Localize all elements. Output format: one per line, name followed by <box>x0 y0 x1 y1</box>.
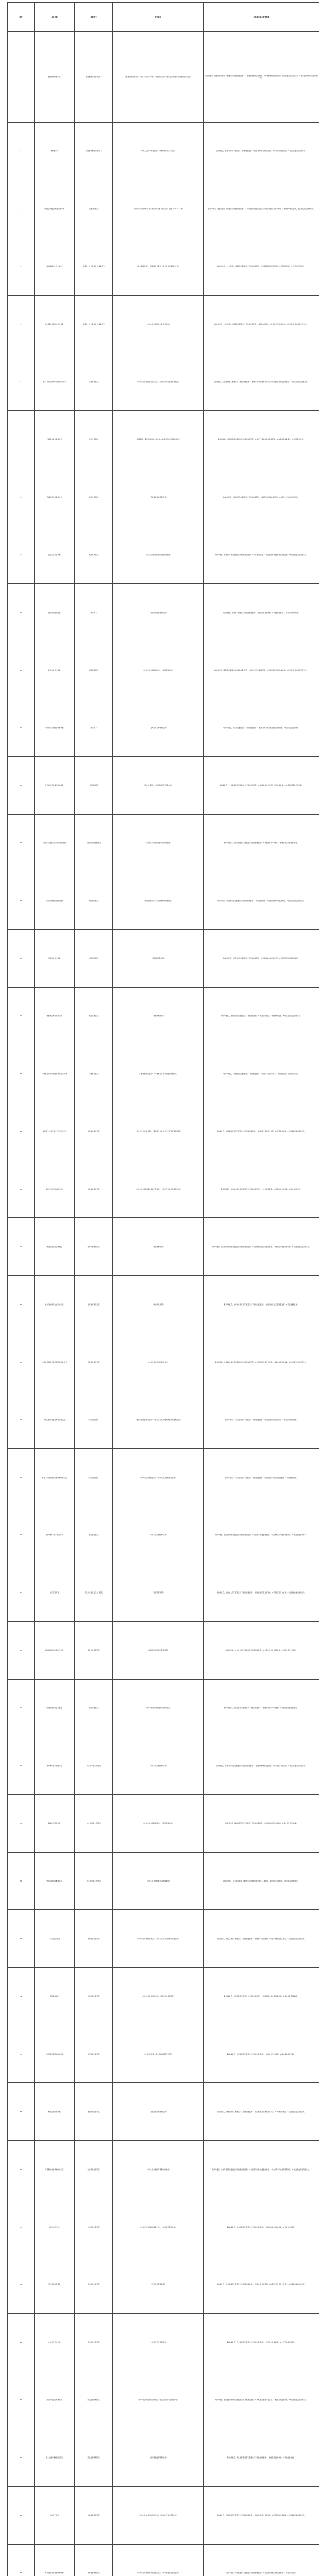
cell-measure: 取消审批后，住房城乡建设部门要通过以下措施加强监管：1.加强招标代理行为监管。2.建立信用评价体系。3.依法查处违法违规行为。 <box>204 1333 319 1391</box>
cell-measure: 取消审批后，商务部门要通过以下措施加强监管：1.加强对外劳务合作企业的备案管理。2.建立风险处置机制。 <box>204 699 319 757</box>
cell-name: 外商投资道路运输业立项审批 <box>35 180 75 238</box>
table-row <box>8 1160 319 1218</box>
cell-measure: 取消审批后，人力资源社会保障部门要通过以下措施加强监管：1.加强职业培训机构管理。2.开展监督检查，公开培训质量信息。 <box>204 238 319 295</box>
cell-no: 28 <box>8 1621 35 1679</box>
cell-dept: 住房城乡建设部门 <box>75 1218 113 1276</box>
cell-name: 药品零售企业筹建审批 <box>35 2371 75 2429</box>
cell-name: 饲料和饲料添加剂生产许可 <box>35 1621 75 1679</box>
table-row <box>8 641 319 699</box>
table-row <box>8 526 319 584</box>
cell-measure: 取消审批后，价格主管部门要通过以下措施加强监管：1.制定价格鉴证执业规范。2.加强行业自律和监督检查。 <box>204 468 319 526</box>
cell-no: 26 <box>8 1506 35 1564</box>
cell-dept: 县级林业主管部门 <box>75 1910 113 1968</box>
cell-measure: 取消审批后，自然资源部门要通过以下措施加强监管：1.加强执业行为监管。2.建立投诉举报机制。 <box>204 2025 319 2083</box>
cell-basis: 《中华人民共和国食品安全法》；《食品生产许可管理办法》 <box>113 2486 204 2544</box>
cell-no: 29 <box>8 1679 35 1737</box>
cell-no: 32 <box>8 1852 35 1910</box>
cell-name: 对外劳务合作经营资格核准 <box>35 699 75 757</box>
cell-measure: 取消审批后，农业农村部门要通过以下措施加强监管：1.加强种子质量监督抽查。2.建立种子生产经营备案制度。3.依法查处假劣种子。 <box>204 1506 319 1564</box>
cell-dept: 出版行政部门 <box>75 929 113 987</box>
cell-basis: 《电影管理条例》 <box>113 987 204 1045</box>
cell-measure: 取消审批后，卫生健康部门要通过以下措施加强监管：1.开展卫生监督检查。2.公开卫生信用信息。 <box>204 2313 319 2371</box>
cell-name: 医疗机构设置审批 <box>35 2256 75 2313</box>
cell-basis: 《中华人民共和国种子法》 <box>113 1737 204 1794</box>
cell-basis: 《旅行社条例》；《边境旅游暂行管理办法》 <box>113 757 204 815</box>
table-row <box>8 2025 319 2083</box>
table-row <box>8 1276 319 1333</box>
cell-name: 林木种子生产经营许可 <box>35 1737 75 1794</box>
cell-dept: 县级粮食行政管理部门 <box>75 32 113 123</box>
cell-dept: 林业和草原主管部门 <box>75 1737 113 1794</box>
cell-basis: 《互联网上网服务营业场所管理条例》 <box>113 814 204 872</box>
table-row <box>8 814 319 872</box>
cell-dept: 商务部门 <box>75 584 113 641</box>
table-row <box>8 2141 319 2198</box>
cell-no: 13 <box>8 757 35 815</box>
cell-basis: 《医疗器械监督管理条例》 <box>113 2429 204 2486</box>
table-row <box>8 1737 319 1794</box>
cell-name: 农作物种子生产经营许可 <box>35 1506 75 1564</box>
cell-name: 建筑施工企业安全生产许可证核发 <box>35 1103 75 1160</box>
cell-measure: 取消审批后，生态环境部门要通过以下措施加强监管：1.加强环评文件质量监督检查。2.建立环评单位信用管理制度。3.依法查处弄虚作假行为。 <box>204 2141 319 2198</box>
table-row <box>8 468 319 526</box>
table-row <box>8 929 319 987</box>
cell-measure: 取消审批后，发展改革部门要通过以下措施加强监管：1.实行备案管理。2.通过在线平台加强项目信息监测。3.依法查处违法违规行为。 <box>204 526 319 584</box>
cell-no: 25 <box>8 1449 35 1506</box>
cell-dept: 广播电视部门 <box>75 1045 113 1103</box>
cell-name: 民办职业培训学校设立审批 <box>35 295 75 353</box>
cell-basis: 《企业投资项目核准和备案管理条例》 <box>113 526 204 584</box>
cell-no: 11 <box>8 641 35 699</box>
cell-measure: 取消审批后，交通运输部门要通过以下措施加强监管：1.对外商投资道路运输企业与内资企业实行同等管理。2.加强事中事后监管，依法查处违法违规行为。 <box>204 180 319 238</box>
cell-basis: 《中华人民共和国水法》；《中华人民共和国水文条例》 <box>113 1449 204 1506</box>
cell-no: 31 <box>8 1794 35 1852</box>
cell-name: 环境影响评价机构资质认定 <box>35 2141 75 2198</box>
cell-measure: 取消审批后，商务部门要通过以下措施加强监管：1.实行拍卖企业备案管理。2.加强行业监管和监督检查。3.依法查处违法违规经营行为。 <box>204 641 319 699</box>
cell-measure: 取消审批后，药品监督管理部门要通过以下措施加强监管：1.严格药品经营许可条件。2.加强日常监督检查。3.依法查处违法违规行为。 <box>204 2371 319 2429</box>
cell-basis: 《中华人民共和国环境保护法》；《排污许可管理办法》 <box>113 2198 204 2256</box>
cell-no: 7 <box>8 411 35 468</box>
table-row <box>8 1679 319 1737</box>
cell-no: 23 <box>8 1333 35 1391</box>
cell-basis: 《中华人民共和国草原法》；《草种管理办法》 <box>113 1794 204 1852</box>
cell-dept: 省级饲料管理部门 <box>75 1621 113 1679</box>
cell-basis: 《地质勘查资质管理条例》 <box>113 2083 204 2141</box>
cell-dept: 农业农村部门 <box>75 1506 113 1564</box>
cell-dept: 县级文化和旅游部门 <box>75 814 113 872</box>
cell-name: 拍卖企业设立审批 <box>35 641 75 699</box>
cell-name: 测绘资质审批 <box>35 1968 75 2025</box>
cell-measure: 取消审批后，广播电视部门要通过以下措施加强监管：1.加强节目内容审查。2.开展监督检查，建立信用记录。 <box>204 1045 319 1103</box>
cell-dept: 县级以上畜牧兽医主管部门 <box>75 1564 113 1621</box>
cell-basis: 《中华人民共和国野生动物保护法》 <box>113 1852 204 1910</box>
cell-name: 第二类医疗器械经营备案 <box>35 2429 75 2486</box>
header-name: 项目名称 <box>35 3 75 32</box>
cell-no: 24 <box>8 1391 35 1449</box>
table-row <box>8 987 319 1045</box>
header-measure: 加强事中事后监管措施 <box>204 3 319 32</box>
cell-basis: 《粮食流通管理条例》（国务院令第407号）；《国务院关于第六批取消和调整行政审批项目的决定》 <box>113 32 204 123</box>
table-row <box>8 411 319 468</box>
cell-name: 互联网上网服务营业场所筹建审批 <box>35 814 75 872</box>
cell-no: 37 <box>8 2141 35 2198</box>
cell-dept: 住房城乡建设部门 <box>75 1333 113 1391</box>
cell-name: 土地登记代理机构资格认定 <box>35 2025 75 2083</box>
cell-dept: 林业和草原主管部门 <box>75 1852 113 1910</box>
cell-no: 18 <box>8 1045 35 1103</box>
cell-basis: 《商业特许经营管理条例》 <box>113 584 204 641</box>
cell-no: 20 <box>8 1160 35 1218</box>
cell-name: 地质勘查资质审批 <box>35 2083 75 2141</box>
cell-dept: 县级以上人力资源社会保障部门 <box>75 238 113 295</box>
cell-measure: 取消审批后，农业农村部门要通过以下措施加强监管：1.加强生产企业日常监管。2.开展质量安全监测。 <box>204 1621 319 1679</box>
cell-name: 房地产估价机构资质核准 <box>35 1160 75 1218</box>
table-row <box>8 238 319 295</box>
cell-name: 企业投资项目核准 <box>35 526 75 584</box>
cell-no: 8 <box>8 468 35 526</box>
cell-basis: 《中华人民共和国测绘法》；《测绘资质管理规定》 <box>113 1968 204 2025</box>
cell-measure: 取消审批后，电影主管部门要通过以下措施加强监管：1.建立备案制度。2.加强市场监管。3.依法查处违法违规行为。 <box>204 987 319 1045</box>
cell-basis: 《医疗机构管理条例》 <box>113 2256 204 2313</box>
cell-no: 21 <box>8 1218 35 1276</box>
cell-no: 4 <box>8 238 35 295</box>
table-row <box>8 1103 319 1160</box>
cell-dept: 药品监督管理部门 <box>75 2429 113 2486</box>
cell-no: 42 <box>8 2429 35 2486</box>
cell-no: 10 <box>8 584 35 641</box>
cell-dept: 卫生健康主管部门 <box>75 2313 113 2371</box>
cell-basis: 《中华人民共和国招标投标法》 <box>113 1333 204 1391</box>
cell-measure: 取消审批后，林业主管部门要通过以下措施加强监管：1.加强林木采伐管理。2.开展木材经营加工检查。3.依法查处违法违规行为。 <box>204 1910 319 1968</box>
cell-name: 工程建设项目招标代理机构资格认定 <box>35 1333 75 1391</box>
cell-no: 17 <box>8 987 35 1045</box>
table-row <box>8 2083 319 2141</box>
cell-name: 排污许可证核发 <box>35 2198 75 2256</box>
table-row <box>8 699 319 757</box>
cell-basis: 《城市绿化条例》 <box>113 1276 204 1333</box>
table-row <box>8 1621 319 1679</box>
cell-no: 19 <box>8 1103 35 1160</box>
document-sheet <box>7 2 319 2576</box>
cell-basis: 《价格鉴证机构管理规定》 <box>113 468 204 526</box>
cell-measure: 取消审批后，生态环境部门要通过以下措施加强监管：1.加强排污单位执法检查。2.开展在线监测。 <box>204 2198 319 2256</box>
cell-no: 35 <box>8 2025 35 2083</box>
cell-name: 电影发行单位设立审批 <box>35 987 75 1045</box>
cell-no: 44 <box>8 2544 35 2576</box>
cell-name: 设立出版物批发单位审批 <box>35 872 75 929</box>
cell-basis: 《中华人民共和国渔业船员管理办法》 <box>113 1679 204 1737</box>
cell-basis: 《中华人民共和国森林法》；《中华人民共和国森林法实施条例》 <box>113 1910 204 1968</box>
cell-dept: 自然资源主管部门 <box>75 2083 113 2141</box>
cell-dept: 自然资源主管部门 <box>75 1968 113 2025</box>
cell-dept: 林业和草原主管部门 <box>75 1794 113 1852</box>
cell-name: 水文、水资源调查评价机构资质认定 <box>35 1449 75 1506</box>
cell-no: 5 <box>8 295 35 353</box>
cell-name: 特种设备检验检测机构核准 <box>35 2544 75 2576</box>
cell-dept: 省级商务部门 <box>75 641 113 699</box>
cell-measure: 取消审批后，出版行政部门要通过以下措施加强监管：1.加强印刷企业日常监管。2.开展专项检查和随机抽查。 <box>204 929 319 987</box>
table-row <box>8 2429 319 2486</box>
header-dept: 审批部门 <box>75 3 113 32</box>
table-row <box>8 1968 319 2025</box>
cell-dept: 住房城乡建设部门 <box>75 1160 113 1218</box>
header-basis: 设定依据 <box>113 3 204 32</box>
cell-dept: 县级以上人力资源社会保障部门 <box>75 295 113 353</box>
cell-name: 商业特许经营备案 <box>35 584 75 641</box>
cell-measure: 取消审批后，应急管理部门要通过以下措施加强监管：1.加强对生产经营单位劳动防护用品配备使用的监督检查。2.依法查处违法违规行为。 <box>204 353 319 411</box>
cell-no: 9 <box>8 526 35 584</box>
cell-name: 木材运输证核发 <box>35 1910 75 1968</box>
table-row <box>8 295 319 353</box>
table-row <box>8 872 319 929</box>
cell-no: 30 <box>8 1737 35 1794</box>
policy-table <box>7 2 319 2576</box>
cell-name: 生产、销售特种劳动防护用品许可 <box>35 353 75 411</box>
cell-basis: 《中华人民共和国环境影响评价法》 <box>113 2141 204 2198</box>
table-row <box>8 32 319 123</box>
table-row <box>8 1218 319 1276</box>
cell-measure: 取消审批后，市场监管部门要通过以下措施加强监管：1.加强检验检测工作质量监督。2.建立信用记录。 <box>204 2544 319 2576</box>
cell-measure: 取消审批后，住房城乡建设部门要通过以下措施加强监管：1.加强园林绿化工程质量监管。2.开展监督检查。 <box>204 1276 319 1333</box>
cell-measure: 取消审批后，商务部门要通过以下措施加强监管：1.加强信息披露管理。2.开展监督检查。3.建立投诉举报机制。 <box>204 584 319 641</box>
cell-measure: 取消审批后，水行政主管部门要通过以下措施加强监管：1.加强调查评价成果质量监管。2.开展随机抽查。 <box>204 1449 319 1506</box>
cell-name: 广播电视节目制作经营单位设立审批 <box>35 1045 75 1103</box>
table-header-row <box>8 3 319 32</box>
table-row <box>8 2544 319 2576</box>
cell-measure: 取消审批后，卫生健康部门要通过以下措施加强监管：1.严格执业登记管理。2.加强医疗质量安全监管。3.依法查处违法执业行为。 <box>204 2256 319 2313</box>
table-row <box>8 2313 319 2371</box>
cell-basis: 《土地登记代理人职业资格制度暂行规定》 <box>113 2025 204 2083</box>
cell-name: 渔业船舶船员证书核发 <box>35 1679 75 1737</box>
cell-name: 城市园林绿化企业资质核准 <box>35 1276 75 1333</box>
cell-basis: 《物业管理条例》 <box>113 1218 204 1276</box>
cell-measure: 取消审批后，文化和旅游部门要通过以下措施加强监管：1.严格经营许可条件。2.加强日常巡查和技术监管。 <box>204 814 319 872</box>
cell-dept: 渔业主管部门 <box>75 1679 113 1737</box>
table-row <box>8 2256 319 2313</box>
cell-measure: 取消审批后，渔业主管部门要通过以下措施加强监管：1.加强船员培训考试管理。2.开展渔业船舶安全检查。 <box>204 1679 319 1737</box>
cell-name: 食品生产许可 <box>35 2486 75 2544</box>
cell-no: 16 <box>8 929 35 987</box>
cell-no: 27 <box>8 1564 35 1621</box>
table-row <box>8 1564 319 1621</box>
cell-basis: 《中华人民共和国拍卖法》；《拍卖管理办法》 <box>113 641 204 699</box>
table-row <box>8 1506 319 1564</box>
cell-measure: 取消审批后，林业和草原部门要通过以下措施加强监管：1.加强人工繁育场所监督检查。2.建立标识溯源制度。 <box>204 1852 319 1910</box>
cell-measure: 取消审批后，农业农村部门要通过以下措施加强监管：1.加强对养蜂业的指导服务。2.开展日常监督检查。3.依法查处违法违规行为。 <box>204 122 319 180</box>
cell-name: 工程咨询单位资格认定 <box>35 411 75 468</box>
cell-basis: 《中华人民共和国特种设备安全法》；《特种设备安全监察条例》 <box>113 2544 204 2576</box>
cell-dept: 药品监督管理部门 <box>75 2371 113 2429</box>
cell-measure: 取消审批后，住房城乡建设部门要通过以下措施加强监管：1.加强物业服务企业信用管理。2.建立服务质量评价机制。3.依法查处违法违规行为。 <box>204 1218 319 1276</box>
cell-dept: 商务部门 <box>75 699 113 757</box>
cell-dept: 价格主管部门 <box>75 468 113 526</box>
cell-basis: 《中华人民共和国民办教育促进法》 <box>113 295 204 353</box>
cell-name: 物业服务企业资质核定 <box>35 1218 75 1276</box>
cell-name: 就业训练中心设立审批 <box>35 238 75 295</box>
cell-name: 养蜂业许可 <box>35 122 75 180</box>
cell-basis: 《广播电视管理条例》；《广播电视节目制作经营管理规定》 <box>113 1045 204 1103</box>
cell-no: 43 <box>8 2486 35 2544</box>
cell-dept: 发展改革部门 <box>75 526 113 584</box>
cell-name: 水利工程建设监理单位资质认定 <box>35 1391 75 1449</box>
cell-basis: 《中华人民共和国畜牧法》；《养蜂管理办法（试行）》 <box>113 122 204 180</box>
cell-basis: 《对外劳务合作管理条例》 <box>113 699 204 757</box>
cell-dept: 交通运输部门 <box>75 180 113 238</box>
cell-measure: 取消审批后，自然资源部门要通过以下措施加强监管：1.实行地质勘查单位信息公示。2.开展随机抽查。3.依法查处违法违规行为。 <box>204 2083 319 2141</box>
cell-measure: 取消审批后，林业和草原部门要通过以下措施加强监管：1.加强林木种子质量检验。2.开展生产经营检查。3.依法查处违法违规行为。 <box>204 1737 319 1794</box>
cell-basis: 《兽药管理条例》 <box>113 1564 204 1621</box>
cell-dept: 文化和旅游部门 <box>75 757 113 815</box>
cell-basis: 《就业训练规定》；《国务院关于取消一批行政许可事项的决定》 <box>113 238 204 295</box>
table-row <box>8 2371 319 2429</box>
table-row <box>8 1449 319 1506</box>
cell-name: 公共场所卫生许可 <box>35 2313 75 2371</box>
table-row <box>8 757 319 815</box>
table-row <box>8 122 319 180</box>
cell-no: 38 <box>8 2198 35 2256</box>
cell-dept: 省级畜牧兽医主管部门 <box>75 122 113 180</box>
cell-dept: 卫生健康主管部门 <box>75 2256 113 2313</box>
cell-basis: 《中华人民共和国药品管理法》；《药品经营许可证管理办法》 <box>113 2371 204 2429</box>
cell-dept: 水行政主管部门 <box>75 1391 113 1449</box>
cell-name: 粮食收购资格认定 <box>35 32 75 123</box>
cell-basis: 《饲料和饲料添加剂管理条例》 <box>113 1621 204 1679</box>
cell-name: 草种生产经营许可 <box>35 1794 75 1852</box>
cell-measure: 取消审批后，自然资源部门要通过以下措施加强监管：1.加强测绘成果质量监督检查。2.建立信用管理制度。 <box>204 1968 319 2025</box>
cell-measure: 取消审批后，农业农村部门要通过以下措施加强监管：1.加强兽药质量监督抽检。2.开展经营行为检查。3.依法查处违法违规行为。 <box>204 1564 319 1621</box>
cell-name: 野生动物驯养繁殖许可 <box>35 1852 75 1910</box>
cell-basis: 《公共场所卫生管理条例》 <box>113 2313 204 2371</box>
cell-measure: 取消审批后，水行政主管部门要通过以下措施加强监管：1.加强监理活动监督检查。2.建立信用管理制度。 <box>204 1391 319 1449</box>
cell-dept: 住房城乡建设部门 <box>75 1103 113 1160</box>
cell-dept: 水行政主管部门 <box>75 1449 113 1506</box>
cell-basis: 《建设工程质量管理条例》；《水利工程建设监理单位资质管理办法》 <box>113 1391 204 1449</box>
cell-measure: 取消审批后，市场监管部门要通过以下措施加强监管：1.加强食品安全监督抽检。2.开展风险分级管理。3.依法查处违法违规行为。 <box>204 2486 319 2544</box>
cell-name: 旅行社经营边境游资格审批 <box>35 757 75 815</box>
cell-no: 6 <box>8 353 35 411</box>
cell-no: 12 <box>8 699 35 757</box>
cell-name: 兽药经营许可 <box>35 1564 75 1621</box>
cell-dept: 发展改革部门 <box>75 411 113 468</box>
cell-basis: 《国务院关于第三批取消中央指定地方实施行政许可事项的决定》 <box>113 411 204 468</box>
cell-dept: 市场监督管理部门 <box>75 2486 113 2544</box>
cell-basis: 《国务院关于取消和下放一批行政许可事项的决定》（国发〔2019〕6号） <box>113 180 204 238</box>
cell-no: 15 <box>8 872 35 929</box>
table-row <box>8 1910 319 1968</box>
table-row <box>8 1794 319 1852</box>
table-body <box>8 32 319 2576</box>
cell-measure: 取消审批后，住房城乡建设部门要通过以下措施加强监管：1.实行备案管理。2.加强执业行为监管。3.建立信用档案。 <box>204 1160 319 1218</box>
cell-no: 39 <box>8 2256 35 2313</box>
table-row <box>8 1391 319 1449</box>
cell-measure: 取消审批后，药品监督管理部门要通过以下措施加强监管：1.加强备案信息核查。2.开展监督抽检。 <box>204 2429 319 2486</box>
cell-no: 2 <box>8 122 35 180</box>
cell-dept: 市场监督管理部门 <box>75 2544 113 2576</box>
cell-no: 33 <box>8 1910 35 1968</box>
cell-measure: 取消审批后，粮食行政管理部门要通过以下措施加强监管：1.加强粮食收购备案管理。2.开展粮食收购监督检查，依法查处违法违规行为。3.建立粮食收购企业信用档案。 <box>204 32 319 123</box>
cell-dept: 新闻出版部门 <box>75 872 113 929</box>
cell-name: 价格鉴证机构资质认定 <box>35 468 75 526</box>
table-row <box>8 2486 319 2544</box>
cell-measure: 取消审批后，林业和草原部门要通过以下措施加强监管：1.加强草种质量监督抽查。2.建立生产经营档案。 <box>204 1794 319 1852</box>
cell-no: 3 <box>8 180 35 238</box>
table-row <box>8 2198 319 2256</box>
cell-dept: 电影主管部门 <box>75 987 113 1045</box>
cell-dept: 应急管理部门 <box>75 353 113 411</box>
cell-dept: 自然资源主管部门 <box>75 2025 113 2083</box>
cell-measure: 取消审批后，发展改革部门要通过以下措施加强监管：1.实行工程咨询单位备案管理。2.加强信用体系建设。3.开展随机抽查。 <box>204 411 319 468</box>
cell-basis: 《中华人民共和国安全生产法》；《劳动防护用品监督管理规定》 <box>113 353 204 411</box>
table-row <box>8 353 319 411</box>
table-row <box>8 180 319 238</box>
cell-measure: 取消审批后，住房城乡建设部门要通过以下措施加强监管：1.加强施工现场安全监管。2.开展随机抽查。3.依法查处违法违规行为。 <box>204 1103 319 1160</box>
header-no: 序号 <box>8 3 35 32</box>
cell-measure: 取消审批后，文化和旅游部门要通过以下措施加强监管：1.加强对旅行社经营行为的监督检查。2.完善旅游投诉处理机制。 <box>204 757 319 815</box>
table-row <box>8 1333 319 1391</box>
cell-dept: 生态环境主管部门 <box>75 2198 113 2256</box>
cell-dept: 生态环境主管部门 <box>75 2141 113 2198</box>
cell-no: 36 <box>8 2083 35 2141</box>
cell-no: 14 <box>8 814 35 872</box>
cell-no: 41 <box>8 2371 35 2429</box>
cell-name: 印刷企业设立审批 <box>35 929 75 987</box>
cell-basis: 《出版管理条例》；《出版物市场管理规定》 <box>113 872 204 929</box>
cell-no: 22 <box>8 1276 35 1333</box>
table-row <box>8 1045 319 1103</box>
table-row <box>8 1852 319 1910</box>
cell-no: 1 <box>8 32 35 123</box>
cell-measure: 取消审批后，人力资源社会保障部门要通过以下措施加强监管：1.制定办学标准。2.开展年度检查和评估。3.依法查处违法违规办学行为。 <box>204 295 319 353</box>
cell-basis: 《中华人民共和国种子法》 <box>113 1506 204 1564</box>
cell-basis: 《印刷业管理条例》 <box>113 929 204 987</box>
cell-basis: 《中华人民共和国城市房地产管理法》；《房地产估价机构管理办法》 <box>113 1160 204 1218</box>
cell-no: 34 <box>8 1968 35 2025</box>
cell-basis: 《安全生产许可证条例》；《建筑施工企业安全生产许可证管理规定》 <box>113 1103 204 1160</box>
table-row <box>8 584 319 641</box>
cell-measure: 取消审批后，新闻出版部门要通过以下措施加强监管：1.实行备案管理。2.加强出版物市场监督检查。3.依法查处违法违规行为。 <box>204 872 319 929</box>
cell-no: 40 <box>8 2313 35 2371</box>
cell-dept: 住房城乡建设部门 <box>75 1276 113 1333</box>
